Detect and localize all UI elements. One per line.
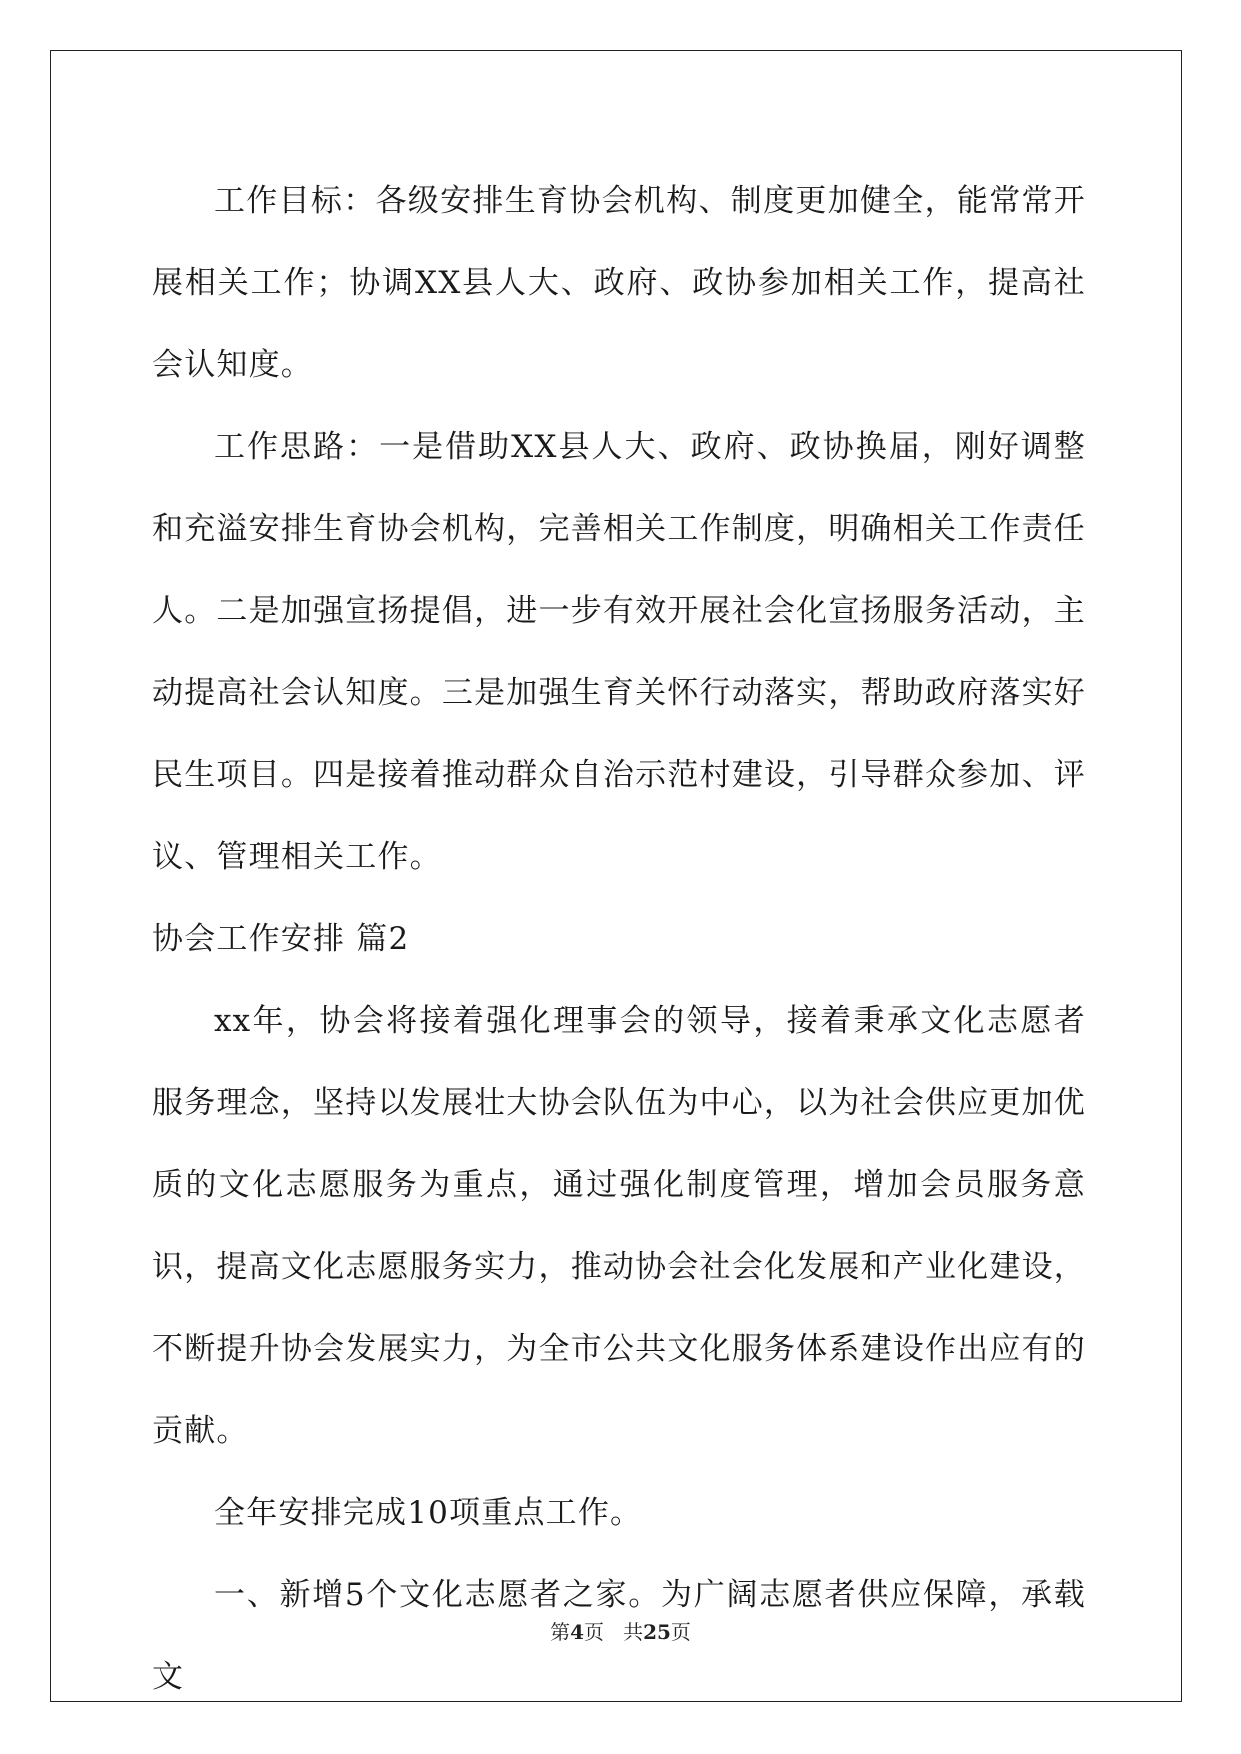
paragraph-work-goal: 工作目标：各级安排生育协会机构、制度更加健全，能常常开展相关工作；协调XX县人大、政府、政协参加相关工作，提高社会认知度。	[152, 183, 1086, 383]
footer-prefix: 第	[550, 1620, 571, 1644]
paragraph-key-tasks: 全年安排完成10项重点工作。	[214, 1495, 643, 1531]
current-page-number: 4	[570, 1620, 584, 1644]
footer-page-word: 页	[584, 1620, 604, 1644]
section-heading: 协会工作安排 篇2	[152, 921, 410, 957]
page-footer	[0, 1616, 1241, 1645]
paragraph-annual-overview: xx年，协会将接着强化理事会的领导，接着秉承文化志愿者服务理念，坚持以发展壮大协会队伍为中心，以为社会供应更加优质的文化志愿服务为重点，通过强化制度管理，增加会员服务意识，提高文化志愿服务实力，推动协会社会化发展和产业化建设，不断提升协会发展实力，为全市公共文化服务体系建设作出应有的贡献。	[152, 1003, 1086, 1449]
total-pages-number: 25	[643, 1620, 671, 1644]
footer-total-suffix: 页	[670, 1620, 691, 1644]
document-body	[152, 160, 1086, 1718]
paragraph-task-one: 一、新增5个文化志愿者之家。为广阔志愿者供应保障，承载文	[152, 1577, 1086, 1695]
paragraph-work-approach: 工作思路：一是借助XX县人大、政府、政协换届，刚好调整和充溢安排生育协会机构，完善相关工作制度，明确相关工作责任人。二是加强宣扬提倡，进一步有效开展社会化宣扬服务活动，主动提高社会认知度。三是加强生育关怀行动落实，帮助政府落实好民生项目。四是接着推动群众自治示范村建设，引导群众参加、评议、管理相关工作。	[152, 429, 1086, 875]
footer-total-prefix: 共	[623, 1620, 644, 1644]
